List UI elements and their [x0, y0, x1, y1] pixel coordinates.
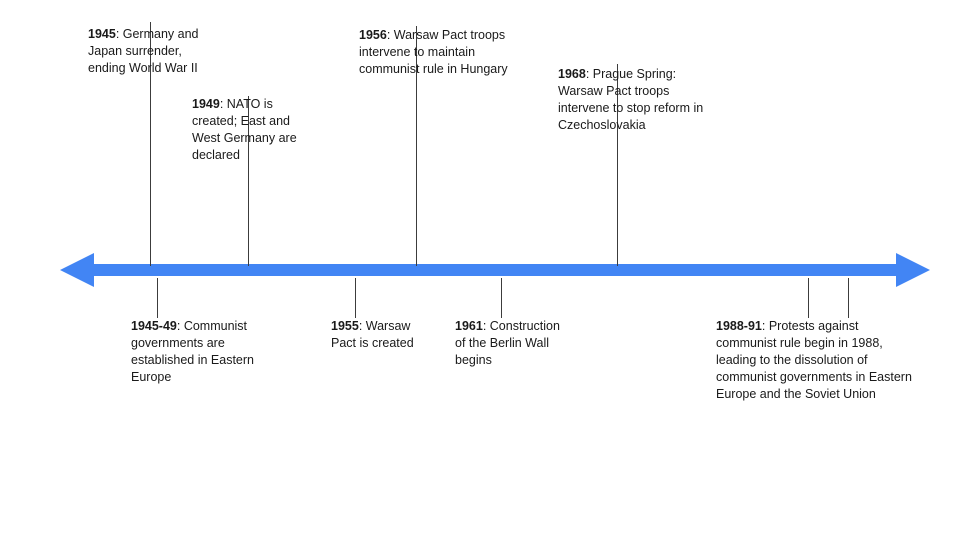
event-label-1968-prague	[558, 66, 718, 134]
timeline-tick-1945-49-communist	[157, 278, 158, 318]
event-text: : Communist governments are established in Eastern Europe	[131, 319, 254, 384]
timeline-tick-1988-91-protests	[808, 278, 809, 318]
event-year: 1949	[192, 97, 220, 111]
event-label-1956-hungary	[359, 27, 524, 78]
timeline-tick-1961-berlin-wall	[501, 278, 502, 318]
event-text: : NATO is created; East and West Germany are declared	[192, 97, 297, 162]
event-year: 1945	[88, 27, 116, 41]
timeline-tick-1955-warsaw-pact	[355, 278, 356, 318]
event-year: 1968	[558, 67, 586, 81]
event-label-1949-nato	[192, 96, 320, 164]
event-year: 1945-49	[131, 319, 177, 333]
event-year: 1988-91	[716, 319, 762, 333]
event-year: 1961	[455, 319, 483, 333]
event-year: 1956	[359, 28, 387, 42]
event-text: : Germany and Japan surrender, ending World War II	[88, 27, 199, 75]
event-text: : Warsaw Pact troops intervene to maintain communist rule in Hungary	[359, 28, 508, 76]
event-text: : Protests against communist rule begin in 1988, leading to the dissolution of communist governments in Eastern Europe and the Soviet Union	[716, 319, 912, 401]
event-label-1955-warsaw-pact	[331, 318, 421, 352]
event-text: : Construction of the Berlin Wall begins	[455, 319, 560, 367]
event-label-1945-49-communist	[131, 318, 276, 386]
axis-arrow-shape	[60, 253, 930, 287]
event-label-1961-berlin-wall	[455, 318, 570, 369]
event-year: 1955	[331, 319, 359, 333]
timeline-tick-1991-extra-tick	[848, 278, 849, 318]
event-text: : Prague Spring: Warsaw Pact troops intervene to stop reform in Czechoslovakia	[558, 67, 704, 132]
event-label-1988-91-protests	[716, 318, 916, 403]
event-label-1945-surrender	[88, 26, 218, 77]
event-text: : Warsaw Pact is created	[331, 319, 414, 350]
